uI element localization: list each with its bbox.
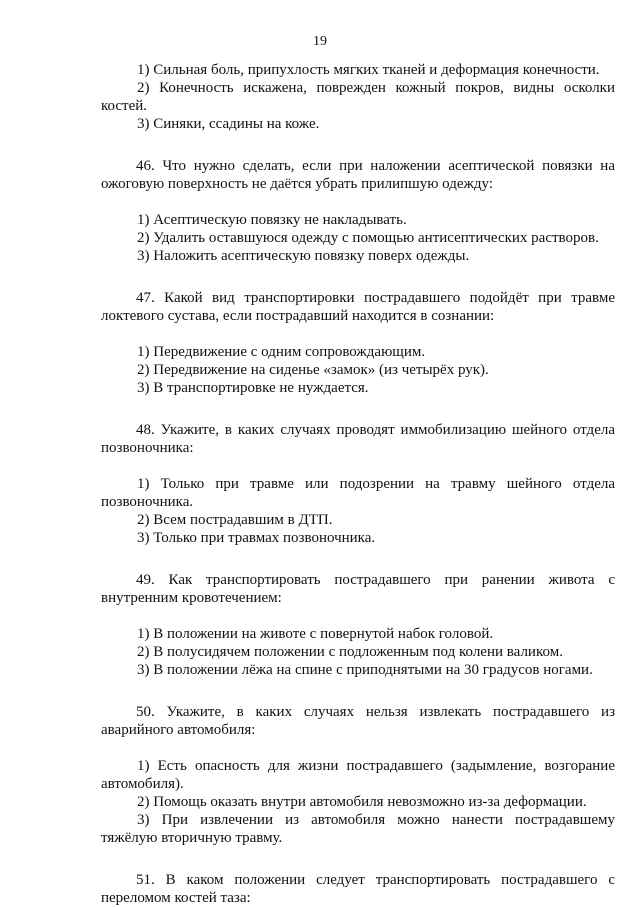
page-body — [101, 61, 615, 907]
answer-option: 2) Удалить оставшуюся одежду с помощью антисептических растворов. — [137, 230, 599, 246]
answer-option: 3) В положении лёжа на спине с приподнятыми на 30 градусов ногами. — [137, 662, 593, 678]
answer-option: 2) Помощь оказать внутри автомобиля невозможно из-за деформации. — [137, 794, 587, 810]
answer-option: 3) Синяки, ссадины на коже. — [137, 116, 320, 132]
question-text: 48. Укажите, в каких случаях проводят иммобилизацию шейного отдела позвоночника: — [101, 422, 615, 456]
answer-option: 1) В положении на животе с повернутой набок головой. — [137, 626, 494, 642]
spacer — [101, 739, 615, 757]
answer-option: 2) В полусидячем положении с подложенным под колени валиком. — [137, 644, 563, 660]
answer-option: 1) Есть опасность для жизни пострадавшего (задымление, возгорание автомобиля). — [101, 758, 615, 792]
spacer — [101, 547, 615, 571]
answer-option: 1) Асептическую повязку не накладывать. — [137, 212, 407, 228]
spacer — [101, 133, 615, 157]
answer-option: 3) Только при травмах позвоночника. — [137, 530, 376, 546]
spacer — [101, 457, 615, 475]
answer-option: 1) Сильная боль, припухлость мягких тканей и деформация конечности. — [137, 62, 600, 78]
question-text: 46. Что нужно сделать, если при наложении асептической повязки на ожоговую поверхность не даётся убрать прилипшую одежду: — [101, 158, 615, 192]
answer-option: 3) Наложить асептическую повязку поверх одежды. — [137, 248, 470, 264]
question-text: 47. Какой вид транспортировки пострадавшего подойдёт при травме локтевого сустава, если пострадавший находится в сознании: — [101, 290, 615, 324]
answer-option: 2) Передвижение на сиденье «замок» (из четырёх рук). — [137, 362, 489, 378]
answer-option: 3) В транспортировке не нуждается. — [137, 380, 369, 396]
page-number: 19 — [313, 34, 327, 49]
answer-option: 2) Конечность искажена, поврежден кожный покров, видны осколки костей. — [101, 80, 615, 114]
answer-option: 1) Только при травме или подозрении на травму шейного отдела позвоночника. — [101, 476, 615, 510]
spacer — [101, 193, 615, 211]
spacer — [101, 325, 615, 343]
spacer — [101, 607, 615, 625]
spacer — [101, 679, 615, 703]
question-text: 49. Как транспортировать пострадавшего при ранении живота с внутренним кровотечением: — [101, 572, 615, 606]
spacer — [101, 265, 615, 289]
spacer — [101, 397, 615, 421]
answer-option: 3) При извлечении из автомобиля можно нанести пострадавшему тяжёлую вторичную травму. — [101, 812, 615, 846]
answer-option: 2) Всем пострадавшим в ДТП. — [137, 512, 333, 528]
question-text: 51. В каком положении следует транспортировать пострадавшего с переломом костей таза: — [101, 872, 615, 906]
question-text: 50. Укажите, в каких случаях нельзя извлекать пострадавшего из аварийного автомобиля: — [101, 704, 615, 738]
spacer — [101, 847, 615, 871]
answer-option: 1) Передвижение с одним сопровождающим. — [137, 344, 426, 360]
